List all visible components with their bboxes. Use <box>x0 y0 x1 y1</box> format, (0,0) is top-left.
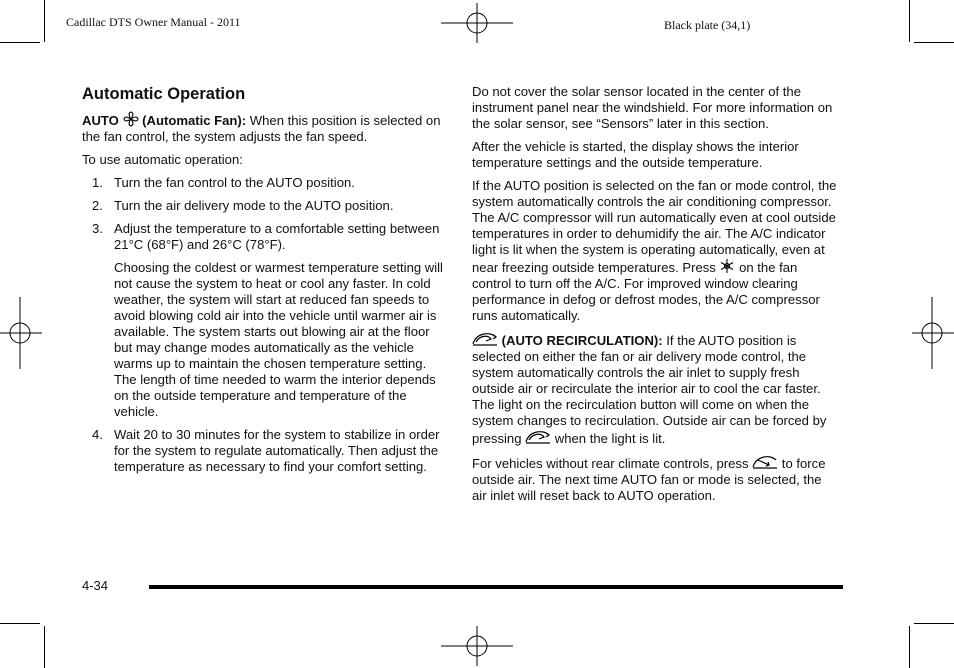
step-number: 3. <box>92 221 103 236</box>
display-paragraph: After the vehicle is started, the display shows the interior temperature settings and the outside temperature. <box>472 139 799 170</box>
recirculation-icon <box>472 331 498 347</box>
section-title: Automatic Operation <box>82 85 246 103</box>
fan-icon <box>123 111 139 127</box>
step-number: 2. <box>92 198 103 213</box>
recirculation-text-b: when the light is lit. <box>551 431 666 446</box>
crop-mark <box>909 626 910 668</box>
steps-list <box>82 175 446 253</box>
registration-mark-icon <box>912 297 954 369</box>
left-column <box>82 84 446 482</box>
step-number: 1. <box>92 175 103 190</box>
footer-rule <box>149 585 843 589</box>
list-item <box>82 221 446 253</box>
list-item <box>82 198 446 214</box>
snowflake-icon <box>719 258 735 274</box>
steps-list-continued <box>82 427 446 475</box>
crop-mark <box>44 0 45 42</box>
ac-paragraph <box>472 178 838 324</box>
header-right: Black plate (34,1) <box>664 18 751 32</box>
step-text: Adjust the temperature to a comfortable setting between 21°C (68°F) and 26°C (78°F). <box>114 221 440 252</box>
step-text: Turn the air delivery mode to the AUTO position. <box>114 198 394 213</box>
recirculation-label: (AUTO RECIRCULATION): <box>501 333 663 348</box>
auto-fan-description: When this position is selected on the fan control, the system adjusts the fan speed. <box>82 113 441 144</box>
ac-text-b: on the fan control to turn off the A/C. For improved window clearing performance in defog or defrost modes, the A/C compressor runs automatically. <box>472 260 820 323</box>
auto-fan-label: (Automatic Fan): <box>142 113 247 128</box>
step-text: Turn the fan control to the AUTO position. <box>114 175 355 190</box>
outside-air-text-b: to force outside air. The next time AUTO fan or mode is selected, the air inlet will reset back to AUTO operation. <box>472 456 826 503</box>
auto-label: AUTO <box>82 113 119 128</box>
header-left: Cadillac DTS Owner Manual - 2011 <box>66 15 241 29</box>
registration-mark-icon <box>441 3 513 43</box>
list-item <box>82 427 446 475</box>
step-number: 4. <box>92 427 103 442</box>
step-text: Wait 20 to 30 minutes for the system to stabilize in order for the system to regulate automatically. Then adjust the temperature as necessary to find your comfort setting. <box>114 427 440 474</box>
crop-mark <box>914 42 954 43</box>
intro-text: To use automatic operation: <box>82 152 243 167</box>
crop-mark <box>909 0 910 42</box>
outside-air-icon <box>752 454 778 470</box>
crop-mark <box>0 42 40 43</box>
solar-sensor-paragraph: Do not cover the solar sensor located in the center of the instrument panel near the windshield. For more information on the solar sensor, see “Sensors” later in this section. <box>472 84 833 131</box>
outside-air-paragraph <box>472 454 838 504</box>
recirculation-text-a: If the AUTO position is selected on either the fan or air delivery mode control, the system automatically controls the air inlet to supply fresh outside air or recirculate the interior air to cool the car faster. The light on the recirculation button will come on when the system changes to recirculation. Outside air can be forced by pressing <box>472 333 827 446</box>
list-item <box>82 175 446 191</box>
crop-mark <box>914 623 954 624</box>
ac-text-a: If the AUTO position is selected on the fan or mode control, the system automatically controls the air conditioning compressor. The A/C compressor will run automatically even at cool outside temperatures in order to dehumidify the air. The A/C indicator light is lit when the system is operating automatically, even at near freezing outside temperatures. Press <box>472 178 837 275</box>
right-column <box>472 84 838 511</box>
page-number: 4-34 <box>82 578 109 593</box>
step3-note: Choosing the coldest or warmest temperature setting will not cause the system to heat or cool any faster. In cold weather, the system will start at reduced fan speeds to avoid blowing cold air into the vehicle until warmer air is available. The system starts out blowing air at the floor but may change modes automatically as the vehicle warms up to maintain the chosen temperature setting. The length of time needed to warm the interior depends on the outside temperature and temperature of the vehicle. <box>114 260 443 419</box>
registration-mark-icon <box>441 626 513 666</box>
registration-mark-icon <box>0 297 42 369</box>
outside-air-text-a: For vehicles without rear climate controls, press <box>472 456 753 471</box>
recirculation-paragraph <box>472 331 838 447</box>
crop-mark <box>0 623 40 624</box>
recirculation-icon <box>525 429 551 445</box>
crop-mark <box>44 626 45 668</box>
auto-fan-paragraph <box>82 111 446 145</box>
